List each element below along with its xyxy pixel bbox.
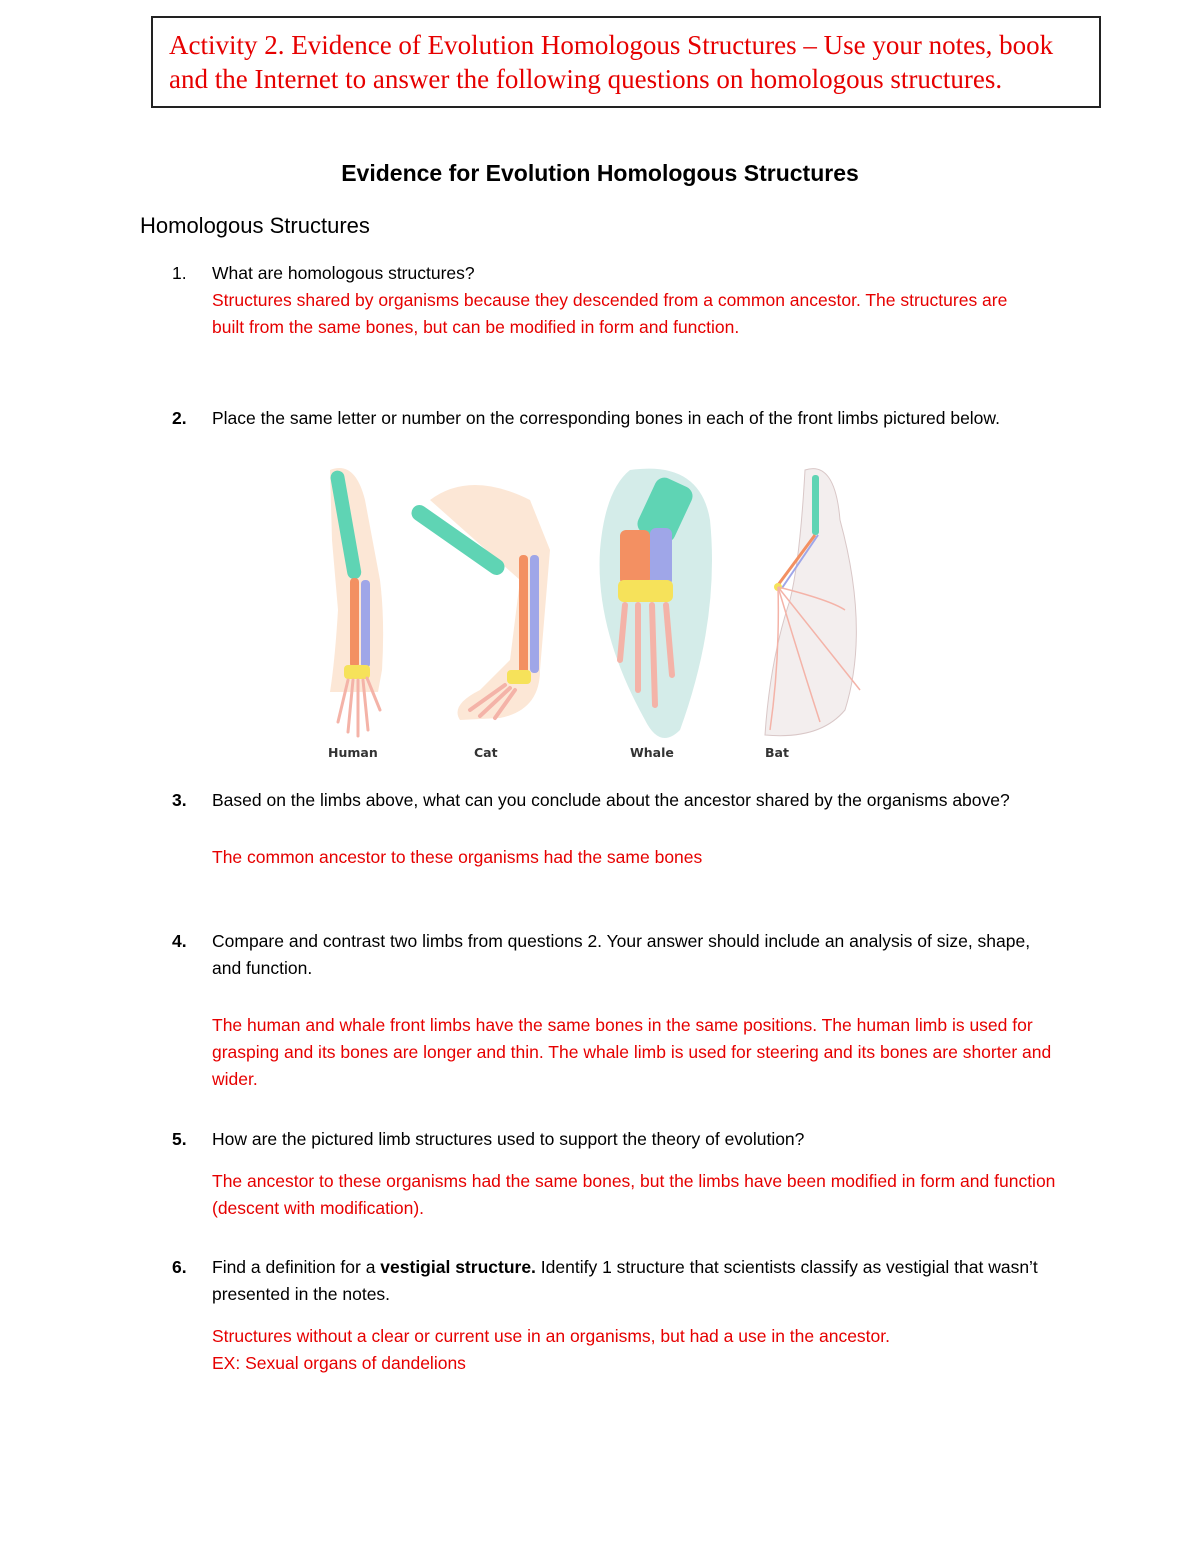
- cat-label: Cat: [474, 745, 498, 760]
- whale-limb: [600, 469, 712, 738]
- activity-line-2: and the Internet to answer the following questions on homologous structures.: [169, 64, 1003, 94]
- cat-limb: [408, 485, 550, 720]
- question-text-end: Identify 1 structure that scientists classify as vestigial that wasn’t presented in the notes.: [212, 1257, 1038, 1304]
- activity-instructions-box: [151, 16, 1101, 108]
- question-number: 1.: [172, 263, 187, 283]
- answer-text: Structures shared by organisms because they descended from a common ancestor. The structures are built from the same bones, but can be modified in form and function.: [212, 290, 1008, 337]
- question-number: 4.: [172, 931, 187, 951]
- answer-text: The common ancestor to these organisms had the same bones: [212, 847, 703, 867]
- question-number: 3.: [172, 790, 187, 810]
- question-text: [212, 1254, 1062, 1308]
- document-title: Evidence for Evolution Homologous Structures: [341, 160, 859, 186]
- answer-example: EX: Sexual organs of dandelions: [212, 1353, 466, 1373]
- question-4: [172, 928, 1072, 1093]
- activity-line-1: Activity 2. Evidence of Evolution Homologous Structures – Use your notes, book: [169, 30, 1054, 60]
- whale-label: Whale: [630, 745, 674, 760]
- question-5: [172, 1126, 1072, 1222]
- section-heading: Homologous Structures: [140, 213, 370, 238]
- human-limb: [329, 468, 383, 736]
- question-number: 2.: [172, 408, 187, 428]
- answer-text: The ancestor to these organisms had the same bones, but the limbs have been modified in form and function (descent with modification).: [212, 1171, 1056, 1218]
- question-text: Place the same letter or number on the corresponding bones in each of the front limbs pictured below.: [212, 408, 1000, 428]
- question-1: [172, 260, 1072, 341]
- question-text: Based on the limbs above, what can you conclude about the ancestor shared by the organisms above?: [212, 790, 1010, 810]
- question-3: [172, 787, 1072, 871]
- question-text-start: Find a definition for a: [212, 1257, 381, 1277]
- vestigial-term: vestigial structure.: [380, 1257, 536, 1277]
- limbs-illustration: [300, 460, 900, 770]
- question-number: 6.: [172, 1257, 187, 1277]
- question-number: 5.: [172, 1129, 187, 1149]
- human-label: Human: [328, 745, 378, 760]
- question-text: Compare and contrast two limbs from questions 2. Your answer should include an analysis of size, shape, and function.: [212, 931, 1031, 978]
- bat-label: Bat: [765, 745, 789, 760]
- bat-limb: [765, 469, 860, 736]
- question-text: How are the pictured limb structures used to support the theory of evolution?: [212, 1129, 805, 1149]
- question-2: [172, 405, 1072, 432]
- homologous-limbs-figure: [300, 460, 900, 770]
- answer-text: The human and whale front limbs have the same bones in the same positions. The human limb is used for grasping and its bones are longer and thin. The whale limb is used for steering and its bones are shorter and wider.: [212, 1015, 1052, 1089]
- question-6: [172, 1254, 1072, 1377]
- answer-text: Structures without a clear or current use in an organisms, but had a use in the ancestor.: [212, 1326, 891, 1346]
- question-text: What are homologous structures?: [212, 263, 475, 283]
